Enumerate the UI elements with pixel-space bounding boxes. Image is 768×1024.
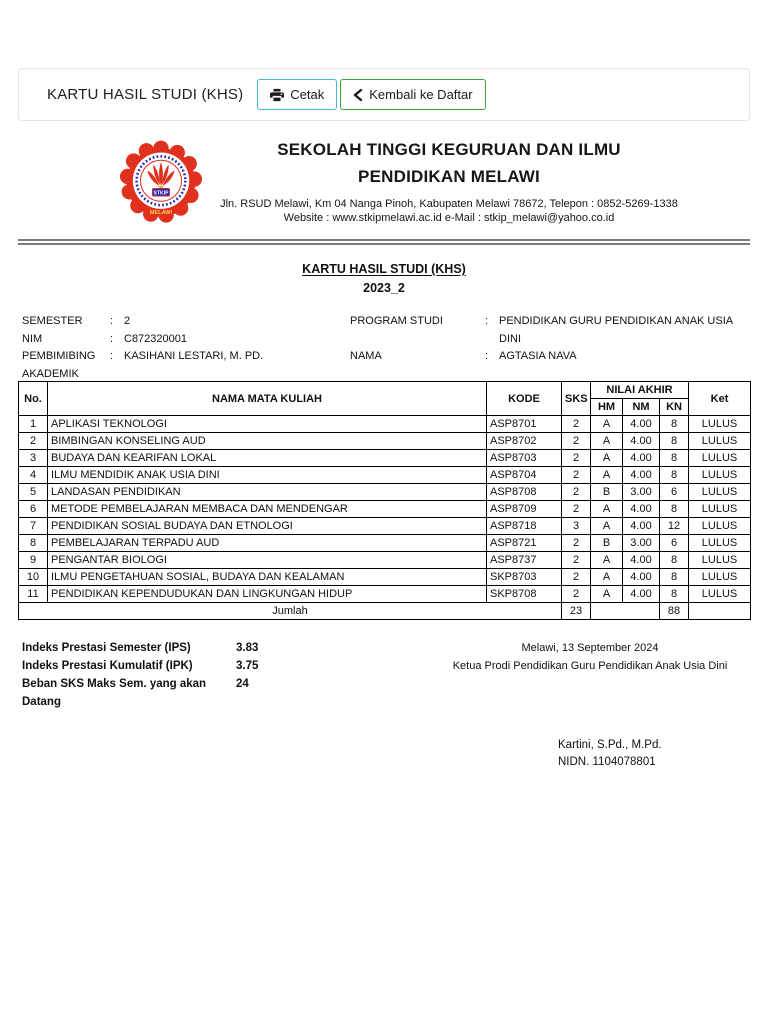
col-nama: BIMBINGAN KONSELING AUD: [48, 433, 487, 450]
signoff-block: [425, 639, 755, 675]
col-sks: 2: [562, 552, 591, 569]
col-hm: A: [591, 518, 623, 535]
col-ket: LULUS: [689, 467, 751, 484]
col-ket: LULUS: [689, 552, 751, 569]
col-kn: 8: [660, 416, 689, 433]
nim-value: C872320001: [124, 332, 188, 345]
col-no: 3: [19, 450, 48, 467]
info-row-nim: [22, 331, 352, 349]
back-button-label: Kembali ke Daftar: [369, 87, 473, 102]
signature-block: [558, 737, 662, 770]
col-nama: PEMBELAJARAN TERPADU AUD: [48, 535, 487, 552]
header-nilai-akhir: NILAI AKHIR: [591, 382, 689, 399]
col-nm: 3.00: [623, 535, 660, 552]
signer-nidn: NIDN. 1104078801: [558, 755, 656, 768]
toolbar-card: [18, 68, 750, 121]
col-kode: ASP8704: [487, 467, 562, 484]
col-no: 8: [19, 535, 48, 552]
document-title-block: [0, 262, 768, 295]
jumlah-row: [19, 603, 751, 620]
header-no: No.: [19, 382, 48, 416]
col-nm: 3.00: [623, 484, 660, 501]
col-kode: ASP8737: [487, 552, 562, 569]
col-no: 1: [19, 416, 48, 433]
prodi-value: PENDIDIKAN GURU PENDIDIKAN ANAK USIA DINI: [499, 315, 733, 345]
course-row: [19, 450, 751, 467]
col-nama: METODE PEMBELAJARAN MEMBACA DAN MENDENGAR: [48, 501, 487, 518]
ipk-label: Indeks Prestasi Kumulatif (IPK): [22, 660, 193, 672]
header-kode: KODE: [487, 382, 562, 416]
course-row: [19, 416, 751, 433]
col-kode: ASP8718: [487, 518, 562, 535]
col-nama: ILMU MENDIDIK ANAK USIA DINI: [48, 467, 487, 484]
chevron-left-icon: [353, 89, 363, 101]
grades-table-header: [19, 382, 751, 416]
course-row: [19, 586, 751, 603]
col-kn: 12: [660, 518, 689, 535]
col-kn: 8: [660, 569, 689, 586]
col-nm: 4.00: [623, 552, 660, 569]
print-button-label: Cetak: [290, 87, 325, 102]
header-ket: Ket: [689, 382, 751, 416]
info-row-prodi: [350, 313, 750, 348]
total-ket-empty-cell: [689, 603, 751, 620]
course-row: [19, 484, 751, 501]
col-ket: LULUS: [689, 586, 751, 603]
col-ket: LULUS: [689, 501, 751, 518]
col-ket: LULUS: [689, 518, 751, 535]
course-row: [19, 433, 751, 450]
signoff-place-date: Melawi, 13 September 2024: [521, 642, 659, 654]
col-kn: 6: [660, 484, 689, 501]
col-kode: ASP8721: [487, 535, 562, 552]
col-nm: 4.00: [623, 518, 660, 535]
col-ket: LULUS: [689, 484, 751, 501]
grades-table-footer: [19, 603, 751, 620]
col-no: 7: [19, 518, 48, 535]
beban-value: 24: [236, 678, 249, 690]
info-row-semester: [22, 313, 352, 331]
jumlah-label: Jumlah: [19, 603, 562, 620]
col-kn: 8: [660, 552, 689, 569]
col-hm: A: [591, 552, 623, 569]
document-title: KARTU HASIL STUDI (KHS): [302, 262, 466, 276]
col-sks: 2: [562, 586, 591, 603]
col-no: 6: [19, 501, 48, 518]
total-sks: 23: [562, 603, 591, 620]
col-ket: LULUS: [689, 450, 751, 467]
signer-name: Kartini, S.Pd., M.Pd.: [558, 739, 662, 751]
printer-icon: [270, 88, 284, 102]
col-sks: 2: [562, 433, 591, 450]
col-hm: A: [591, 586, 623, 603]
header-nm: NM: [623, 399, 660, 416]
col-nm: 4.00: [623, 569, 660, 586]
logo-stkip-text: STKIP: [153, 190, 169, 197]
col-nama: LANDASAN PENDIDIKAN: [48, 484, 487, 501]
grades-table-body: [19, 416, 751, 603]
col-hm: A: [591, 450, 623, 467]
course-row: [19, 518, 751, 535]
nama-value: AGTASIA NAVA: [499, 350, 577, 362]
semester-label: SEMESTER: [22, 315, 83, 327]
letterhead: [18, 130, 750, 235]
col-ket: LULUS: [689, 416, 751, 433]
col-kn: 8: [660, 586, 689, 603]
student-info-right: [350, 313, 750, 366]
ipk-value: 3.75: [236, 660, 259, 672]
col-hm: B: [591, 535, 623, 552]
col-nama: PENGANTAR BIOLOGI: [48, 552, 487, 569]
pembimbing-label: PEMBIMIBING AKADEMIK: [22, 350, 96, 380]
page-title: KARTU HASIL STUDI (KHS): [47, 86, 244, 103]
col-hm: A: [591, 501, 623, 518]
col-nama: BUDAYA DAN KEARIFAN LOKAL: [48, 450, 487, 467]
logo-melawi-text: MELAWI: [149, 210, 173, 217]
letterhead-text: [148, 136, 750, 226]
col-hm: A: [591, 569, 623, 586]
col-nm: 4.00: [623, 450, 660, 467]
col-hm: A: [591, 467, 623, 484]
col-hm: B: [591, 484, 623, 501]
summary-block: [22, 639, 382, 711]
ips-label: Indeks Prestasi Semester (IPS): [22, 642, 191, 654]
col-kode: SKP8703: [487, 569, 562, 586]
school-website: Website : www.stkipmelawi.ac.id e-Mail : stkip_melawi@yahoo.co.id: [283, 212, 615, 224]
course-row: [19, 552, 751, 569]
total-empty-cell: [591, 603, 660, 620]
col-sks: 2: [562, 501, 591, 518]
col-no: 10: [19, 569, 48, 586]
beban-row: [22, 675, 382, 711]
header-sks: SKS: [562, 382, 591, 416]
colon: :: [110, 332, 114, 345]
header-kn: KN: [660, 399, 689, 416]
col-nm: 4.00: [623, 433, 660, 450]
col-nm: 4.00: [623, 586, 660, 603]
col-sks: 2: [562, 416, 591, 433]
header-nama-mata-kuliah: NAMA MATA KULIAH: [48, 382, 487, 416]
colon: :: [110, 315, 114, 327]
col-nm: 4.00: [623, 467, 660, 484]
col-sks: 3: [562, 518, 591, 535]
course-row: [19, 501, 751, 518]
col-ket: LULUS: [689, 433, 751, 450]
col-no: 9: [19, 552, 48, 569]
col-hm: A: [591, 416, 623, 433]
prodi-label: PROGRAM STUDI: [350, 315, 443, 327]
col-hm: A: [591, 433, 623, 450]
nim-label: NIM: [22, 332, 43, 345]
col-kn: 8: [660, 467, 689, 484]
col-sks: 2: [562, 450, 591, 467]
course-row: [19, 535, 751, 552]
col-nm: 4.00: [623, 416, 660, 433]
info-row-pembimbing: [22, 348, 352, 383]
col-kn: 8: [660, 501, 689, 518]
col-nama: ILMU PENGETAHUAN SOSIAL, BUDAYA DAN KEALAMAN: [48, 569, 487, 586]
signoff-role: Ketua Prodi Pendidikan Guru Pendidikan Anak Usia Dini: [452, 660, 728, 672]
ips-value: 3.83: [236, 642, 259, 654]
col-nama: PENDIDIKAN KEPENDUDUKAN DAN LINGKUNGAN HIDUP: [48, 586, 487, 603]
student-info-left: [22, 313, 352, 383]
col-kode: ASP8702: [487, 433, 562, 450]
col-nm: 4.00: [623, 501, 660, 518]
col-nama: APLIKASI TEKNOLOGI: [48, 416, 487, 433]
col-sks: 2: [562, 484, 591, 501]
semester-value: 2: [124, 315, 131, 327]
document-period: 2023_2: [363, 281, 405, 295]
colon: :: [485, 350, 489, 362]
beban-label: Beban SKS Maks Sem. yang akan Datang: [22, 678, 207, 708]
course-row: [19, 569, 751, 586]
double-rule: [18, 239, 750, 245]
header-hm: HM: [591, 399, 623, 416]
col-kode: ASP8709: [487, 501, 562, 518]
col-sks: 2: [562, 535, 591, 552]
col-kode: ASP8701: [487, 416, 562, 433]
col-kn: 6: [660, 535, 689, 552]
col-kn: 8: [660, 450, 689, 467]
col-sks: 2: [562, 467, 591, 484]
back-to-list-button[interactable]: [340, 79, 485, 110]
info-row-nama: [350, 348, 750, 366]
col-no: 2: [19, 433, 48, 450]
total-kn: 88: [660, 603, 689, 620]
ips-row: [22, 639, 382, 657]
school-name-line1: SEKOLAH TINGGI KEGURUAN DAN ILMU: [277, 140, 621, 159]
col-kode: ASP8708: [487, 484, 562, 501]
col-nama: PENDIDIKAN SOSIAL BUDAYA DAN ETNOLOGI: [48, 518, 487, 535]
col-kn: 8: [660, 433, 689, 450]
nama-label: NAMA: [350, 350, 382, 362]
col-kode: ASP8703: [487, 450, 562, 467]
school-name-line2: PENDIDIKAN MELAWI: [358, 167, 540, 186]
colon: :: [110, 350, 114, 362]
school-address: Jln. RSUD Melawi, Km 04 Nanga Pinoh, Kabupaten Melawi 78672, Telepon : 0852-5269-1338: [220, 198, 678, 210]
col-kode: SKP8708: [487, 586, 562, 603]
ipk-row: [22, 657, 382, 675]
print-button[interactable]: [257, 79, 337, 110]
col-ket: LULUS: [689, 535, 751, 552]
col-no: 11: [19, 586, 48, 603]
col-no: 5: [19, 484, 48, 501]
pembimbing-value: KASIHANI LESTARI, M. PD.: [124, 350, 264, 362]
col-no: 4: [19, 467, 48, 484]
col-sks: 2: [562, 569, 591, 586]
col-ket: LULUS: [689, 569, 751, 586]
course-row: [19, 467, 751, 484]
grades-table: [18, 381, 751, 620]
colon: :: [485, 315, 489, 327]
